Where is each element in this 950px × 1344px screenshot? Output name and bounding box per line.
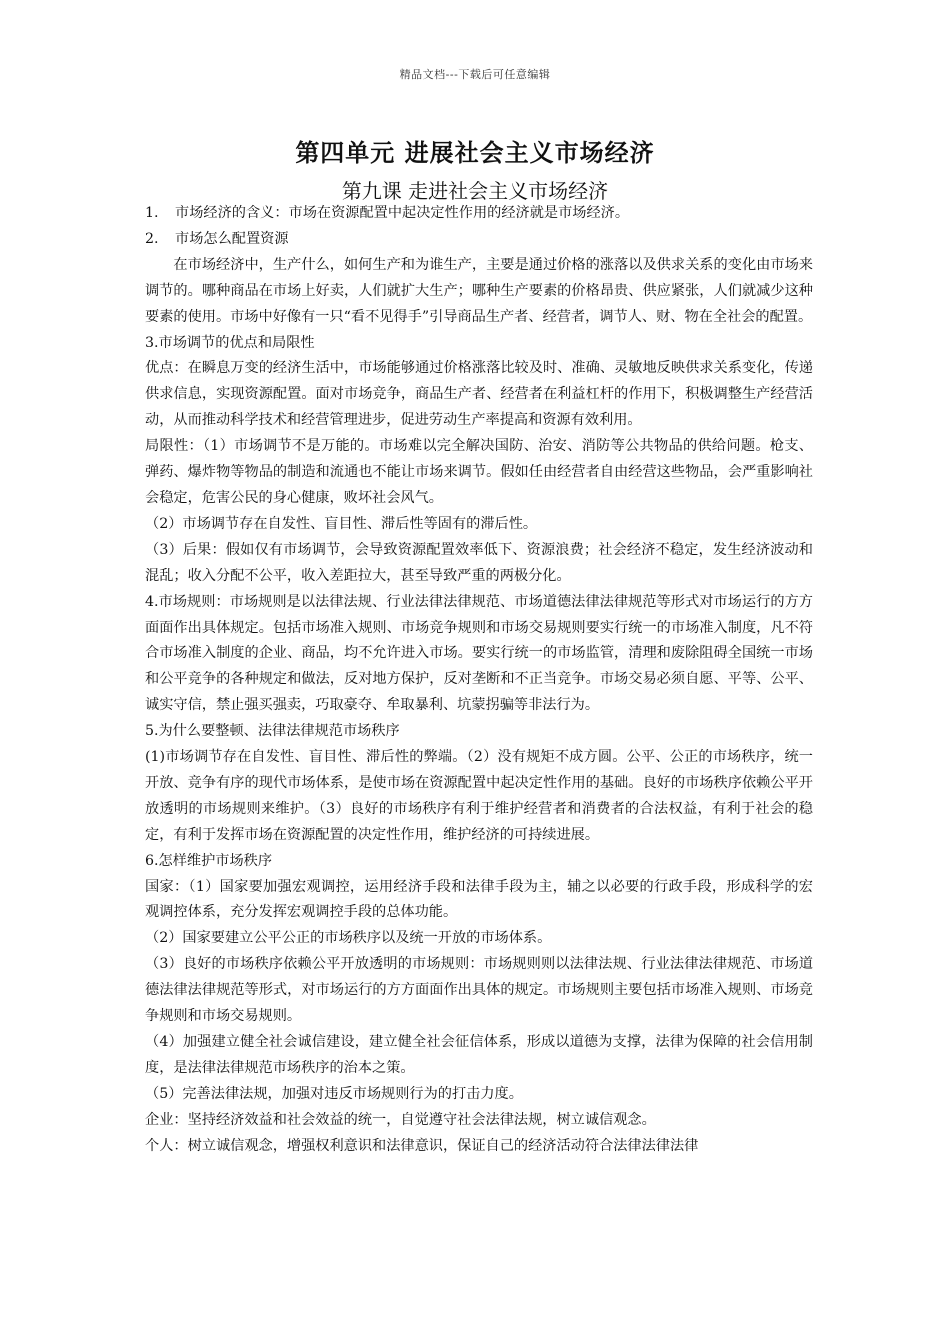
paragraph-state-2: （2）国家要建立公平公正的市场秩序以及统一开放的市场体系。 <box>145 930 552 947</box>
heading-how-maintain: 6.怎样维护市场秩序 <box>145 852 273 869</box>
paragraph-enterprise: 企业：坚持经济效益和社会效益的统一，自觉遵守社会法律法规，树立诚信观念。 <box>145 1111 656 1128</box>
paragraph-limitations: 局限性：（1）市场调节不是万能的。市场难以完全解决国防、治安、消防等公共物品的供给问题。枪支、弹药、爆炸物等物品的制造和流通也不能让市场来调节。假如任由经营者自由经营这些物品，会严重影响社会稳定，危害公民的身心健康，败坏社会风气。 <box>145 438 813 506</box>
item-1 <box>145 201 813 227</box>
lesson-title: 第九课 走进社会主义市场经济 <box>341 179 609 203</box>
document-body <box>145 201 813 1160</box>
paragraph-state-4: （4）加强建立健全社会诚信建设，建立健全社会征信体系，形成以道德为支撑，法律为保障的社会信用制度，是法律法律规范市场秩序的治本之策。 <box>145 1034 813 1076</box>
unit-title: 第四单元 进展社会主义市场经济 <box>295 138 655 167</box>
paragraph-state-5: （5）完善法律法规，加强对违反市场规则行为的打击力度。 <box>145 1085 523 1102</box>
item-1-number: 1. <box>145 205 159 221</box>
item-2 <box>145 227 813 253</box>
paragraph-market-rules: 4.市场规则：市场规则是以法律法规、行业法律法律规范、市场道德法律法律规范等形式对市场运行的方方面面作出具体规定。包括市场准入规则、市场竞争规则和市场交易规则要实行统一的市场准入制度，凡不符合市场准入制度的企业、商品，均不允许进入市场。要实行统一的市场监管，清理和废除阻碍全国统一市场和公平竞争的各种规定和做法，反对地方保护，反对垄断和不正当竞争。市场交易必须自愿、平等、公平、诚实守信，禁止强买强卖，巧取豪夺、牟取暴利、坑蒙拐骗等非法行为。 <box>145 593 813 714</box>
heading-why-regulate: 5.为什么要整顿、法律法律规范市场秩序 <box>145 723 400 740</box>
paragraph-why-regulate: (1)市场调节存在自发性、盲目性、滞后性的弊端。（2）没有规矩不成方圆。公平、公正的市场秩序，统一开放、竞争有序的现代市场体系，是使市场在资源配置中起决定性作用的基础。良好的市场秩序依赖公平开放透明的市场规则来维护。（3）良好的市场秩序有利于维护经营者和消费者的合法权益，有利于社会的稳定，有利于发挥市场在资源配置的决定性作用，维护经济的可持续进展。 <box>145 749 813 843</box>
paragraph-individual: 个人：树立诚信观念，增强权利意识和法律意识，保证自己的经济活动符合法律法律法律 <box>145 1137 699 1154</box>
heading-market-regulation: 3.市场调节的优点和局限性 <box>145 334 315 351</box>
page-header: 精品文档---下载后可任意编辑 <box>399 68 551 81</box>
item-2-text: 市场怎么配置资源 <box>175 230 289 247</box>
item-2-number: 2. <box>145 230 159 247</box>
paragraph-resource-allocation: 在市场经济中，生产什么，如何生产和为谁生产，主要是通过价格的涨落以及供求关系的变化由市场来调节的。哪种商品在市场上好卖，人们就扩大生产；哪种生产要素的价格昂贵、供应紧张，人们就减少这种要素的使用。市场中好像有一只“看不见得手”引导商品生产者、经营者，调节人、财、物在全社会的配置。 <box>145 256 813 325</box>
paragraph-advantages: 优点：在瞬息万变的经济生活中，市场能够通过价格涨落比较及时、准确、灵敏地反映供求关系变化，传递供求信息，实现资源配置。面对市场竞争，商品生产者、经营者在利益杠杆的作用下，积极调整生产经营活动，从而推动科学技术和经营管理进步，促进劳动生产率提高和资源有效利用。 <box>145 360 813 429</box>
paragraph-state-1: 国家：（1）国家要加强宏观调控，运用经济手段和法律手段为主，辅之以必要的行政手段，形成科学的宏观调控体系，充分发挥宏观调控手段的总体功能。 <box>145 878 813 921</box>
item-1-text: 市场经济的含义：市场在资源配置中起决定性作用的经济就是市场经济。 <box>175 205 630 221</box>
paragraph-state-3: （3）良好的市场秩序依赖公平开放透明的市场规则：市场规则则以法律法规、行业法律法律规范、市场道德法律法律规范等形式，对市场运行的方方面面作出具体的规定。市场规则主要包括市场准入规则、市场竞争规则和市场交易规则。 <box>145 956 813 1025</box>
paragraph-limitation-2: （2）市场调节存在自发性、盲目性、滞后性等固有的滞后性。 <box>145 515 538 532</box>
paragraph-limitation-3: （3）后果：假如仅有市场调节，会导致资源配置效率低下、资源浪费；社会经济不稳定，发生经济波动和混乱；收入分配不公平，收入差距拉大，甚至导致严重的两极分化。 <box>145 541 813 584</box>
